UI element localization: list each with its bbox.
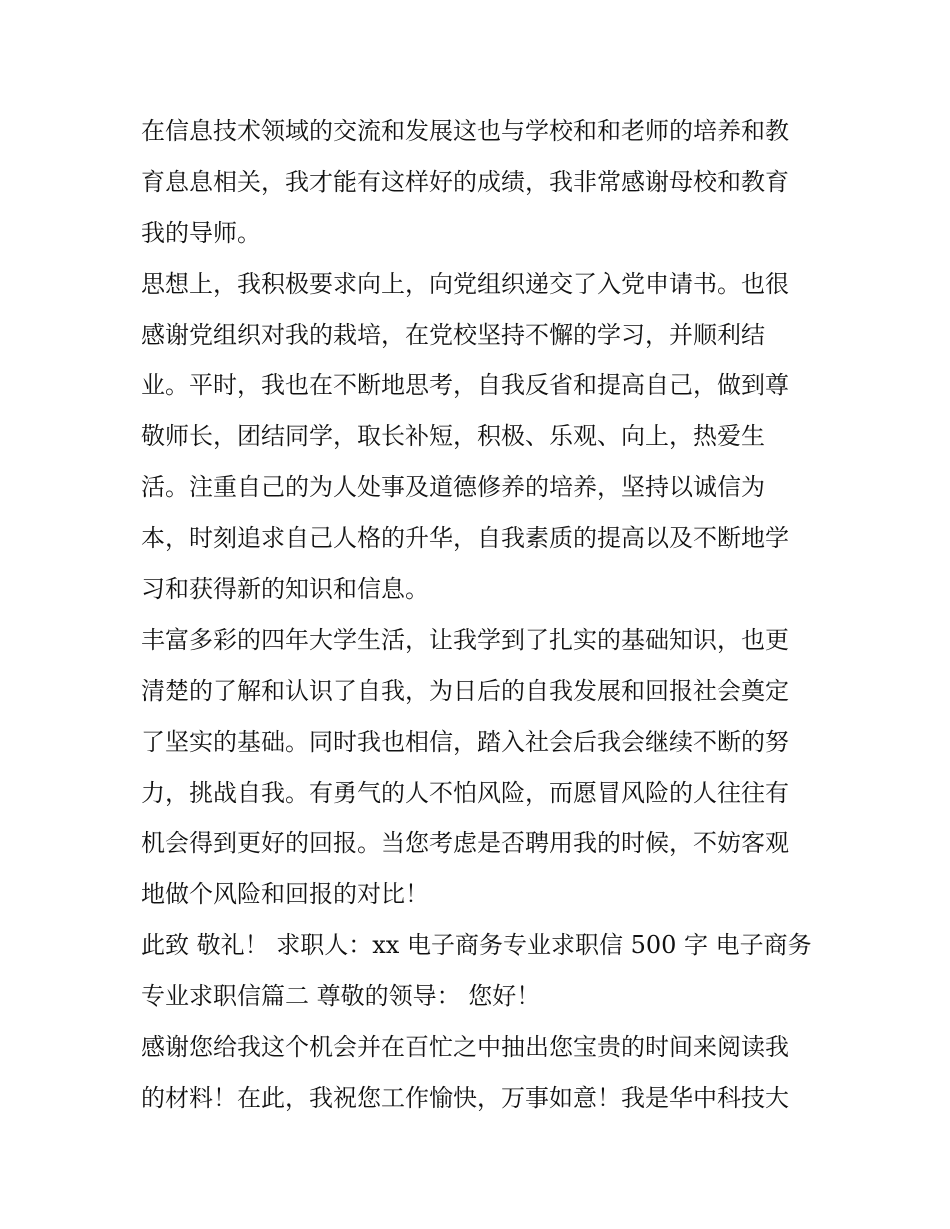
document-body: [141, 106, 813, 1124]
text-line: 地做个风险和回报的对比！: [141, 880, 429, 909]
text-line: 感谢党组织对我的栽培，在党校坚持不懈的学习，并顺利结: [141, 320, 765, 349]
text-line: 了坚实的基础。同时我也相信，踏入社会后我会继续不断的努: [141, 727, 789, 756]
text-line: 育息息相关，我才能有这样好的成绩，我非常感谢母校和教育: [141, 167, 789, 196]
text-line: 本，时刻追求自己人格的升华，自我素质的提高以及不断地学: [141, 524, 789, 553]
text-line: 业。平时，我也在不断地思考，自我反省和提高自己，做到尊: [141, 371, 789, 400]
text-line: 敬师长，团结同学，取长补短，积极、乐观、向上，热爱生: [141, 422, 765, 451]
text-line: 的材料！在此，我祝您工作愉快，万事如意！我是华中科技大: [141, 1083, 789, 1112]
text-line: 清楚的了解和认识了自我，为日后的自我发展和回报社会奠定: [141, 676, 789, 705]
text-line: 丰富多彩的四年大学生活，让我学到了扎实的基础知识，也更: [141, 625, 789, 654]
text-line: 活。注重自己的为人处事及道德修养的培养，坚持以诚信为: [141, 473, 765, 502]
text-line: 感谢您给我这个机会并在百忙之中抽出您宝贵的时间来阅读我: [141, 1033, 789, 1062]
text-line: 思想上，我积极要求向上，向党组织递交了入党申请书。也很: [141, 269, 789, 298]
text-line: 在信息技术领域的交流和发展这也与学校和和老师的培养和教: [141, 117, 789, 145]
text-line: 力，挑战自我。有勇气的人不怕风险，而愿冒风险的人往往有: [141, 778, 789, 807]
text-line: 机会得到更好的回报。当您考虑是否聘用我的时候，不妨客观: [141, 829, 789, 858]
text-line: 此致 敬礼！ 求职人：xx 电子商务专业求职信 500 字 电子商务: [141, 931, 812, 960]
text-line: 我的导师。: [141, 218, 261, 247]
text-line: 习和获得新的知识和信息。: [141, 575, 429, 604]
text-line: 专业求职信篇二 尊敬的领导： 您好！: [141, 982, 541, 1011]
